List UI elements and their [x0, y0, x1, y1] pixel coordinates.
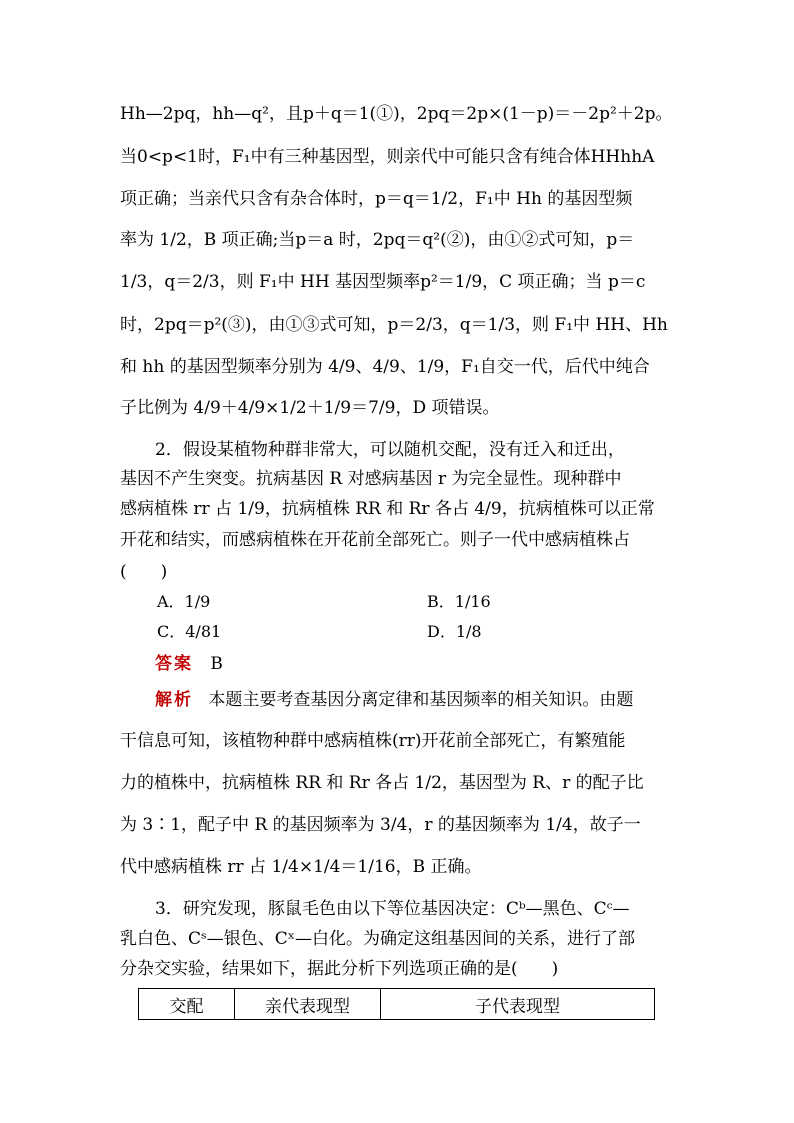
- solution-line-7: 和 hh 的基因型频率分别为 4/9、4/9、1/9，F₁自交一代，后代中纯合: [120, 357, 650, 377]
- q2-stem-line-1: 2．假设某植物种群非常大，可以随机交配，没有迁入和迁出，: [155, 440, 625, 460]
- q2-option-b: B．1/16: [427, 592, 491, 611]
- header-offspring-phenotype: 子代表现型: [381, 989, 655, 1020]
- q2-analysis-line-4: 为 3∶1，配子中 R 的基因频率为 3/4，r 的基因频率为 1/4，故子一: [120, 815, 641, 835]
- q2-analysis-line-1: [155, 688, 715, 712]
- solution-line-4: 率为 1/2，B 项正确;当p＝a 时，2pq＝q²(②)，由①②式可知，p＝: [120, 230, 635, 250]
- q3-stem-line-2: 乳白色、Cˢ—银色、Cˣ—白化。为确定这组基因间的关系，进行了部: [120, 929, 635, 949]
- analysis-label: 解析: [155, 690, 193, 710]
- header-cross: 交配: [139, 989, 235, 1020]
- solution-line-2: 当0<p<1时，F₁中有三种基因型，则亲代中可能只含有纯合体HHhhA: [120, 147, 655, 167]
- solution-line-5: 1/3，q＝2/3，则 F₁中 HH 基因型频率p²＝1/9，C 项正确；当 p＝c: [120, 272, 646, 292]
- q2-option-d: D．1/8: [427, 622, 482, 641]
- solution-line-6: 时，2pq＝p²(③)，由①③式可知，p＝2/3，q＝1/3，则 F₁中 HH、Hh: [120, 315, 668, 335]
- analysis-text-first: 本题主要考查基因分离定律和基因频率的相关知识。由题: [208, 690, 634, 710]
- answer-label: 答案: [155, 654, 193, 674]
- answer-value: B: [210, 654, 223, 674]
- q2-analysis-line-5: 代中感病植株 rr 占 1/4×1/4＝1/16，B 正确。: [120, 857, 482, 877]
- table-header-row: [139, 989, 655, 1020]
- solution-line-3: 项正确；当亲代只含有杂合体时，p＝q＝1/2，F₁中 Hh 的基因型频: [120, 189, 633, 209]
- q2-stem-line-3: 感病植株 rr 占 1/9，抗病植株 RR 和 Rr 各占 4/9，抗病植株可以正常: [120, 499, 655, 519]
- q2-option-c: C．4/81: [157, 622, 222, 641]
- q2-stem-line-4: 开花和结实，而感病植株在开花前全部死亡。则子一代中感病植株占: [120, 530, 630, 550]
- q2-analysis-line-2: 干信息可知，该植物种群中感病植株(rr)开花前全部死亡，有繁殖能: [120, 731, 626, 751]
- q3-stem-line-3: 分杂交实验，结果如下，据此分析下列选项正确的是( ): [120, 959, 559, 979]
- q3-stem-line-1: 3．研究发现，豚鼠毛色由以下等位基因决定：Cᵇ—黑色、Cᶜ—: [155, 899, 630, 919]
- q2-answer-line: [155, 652, 715, 676]
- cross-results-table: [138, 988, 655, 1020]
- solution-line-8: 子比例为 4/9＋4/9×1/2＋1/9＝7/9，D 项错误。: [120, 398, 500, 418]
- header-parent-phenotype: 亲代表现型: [235, 989, 381, 1020]
- q2-option-a: A．1/9: [157, 592, 211, 611]
- q2-analysis-line-3: 力的植株中，抗病植株 RR 和 Rr 各占 1/2，基因型为 R、r 的配子比: [120, 773, 644, 793]
- solution-line-1: Hh—2pq，hh—q²，且p＋q＝1(①)，2pq＝2p×(1－p)＝－2p²＋2p。: [120, 104, 673, 124]
- q2-answer-blank: ( ): [120, 562, 168, 582]
- q2-stem-line-2: 基因不产生突变。抗病基因 R 对感病基因 r 为完全显性。现种群中: [120, 469, 622, 489]
